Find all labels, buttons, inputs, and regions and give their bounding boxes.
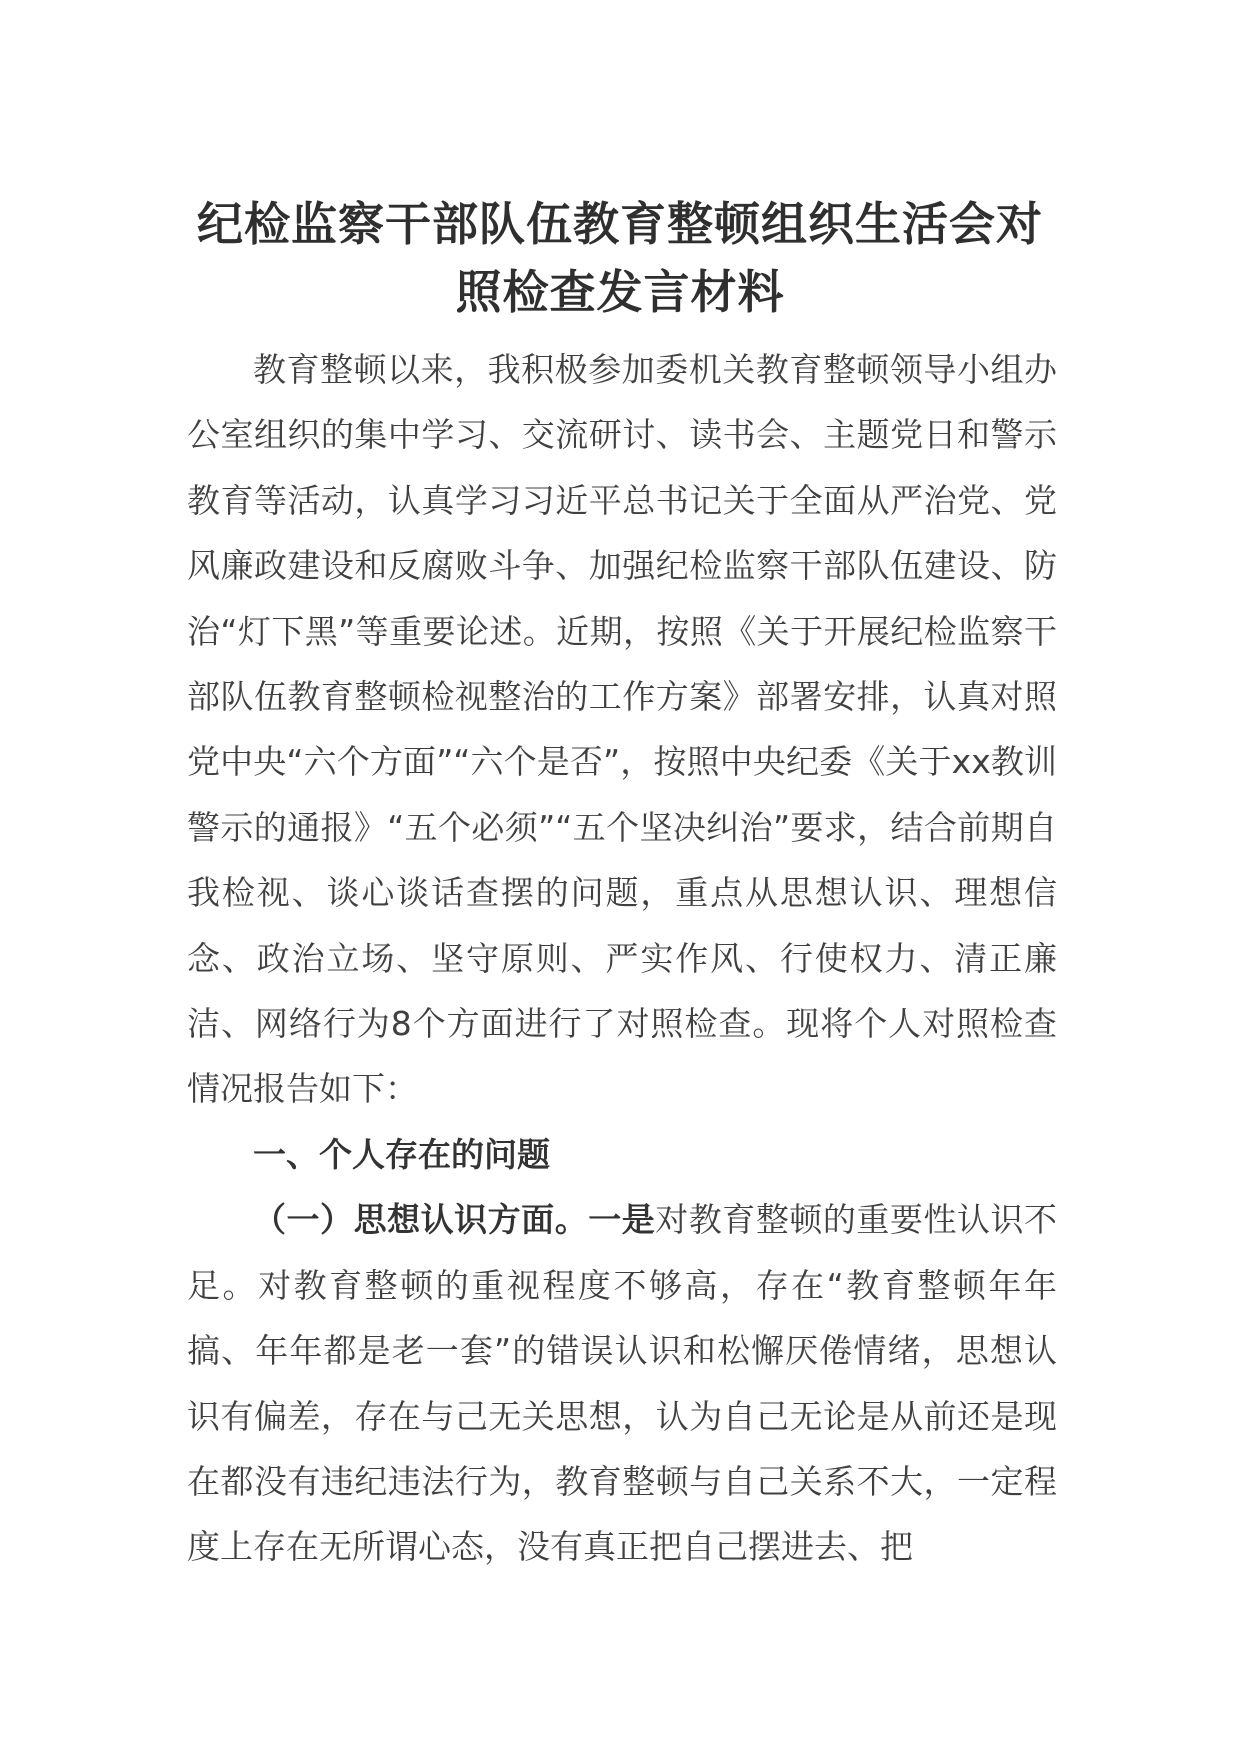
document-body: [187, 337, 1057, 1580]
subsection-text-thinking: 对教育整顿的重要性认识不足。对教育整顿的重视程度不够高，存在“教育整顿年年搞、年年都是老一套”的错误认识和松懈厌倦情绪，思想认识有偏差，存在与己无关思想，认为自己无论是从前还是现在都没有违纪违法行为，教育整顿与自己关系不大，一定程度上存在无所谓心态，没有真正把自己摆进去、把: [187, 1200, 1058, 1567]
subsection-heading-thinking: （一）思想认识方面。: [253, 1200, 589, 1240]
intro-paragraph: 教育整顿以来，我积极参加委机关教育整顿领导小组办公室组织的集中学习、交流研讨、读书会、主题党日和警示教育等活动，认真学习习近平总书记关于全面从严治党、党风廉政建设和反腐败斗争、加强纪检监察干部队伍建设、防治“灯下黑”等重要论述。近期，按照《关于开展纪检监察干部队伍教育整顿检视整治的工作方案》部署安排，认真对照党中央“六个方面”“六个是否”，按照中央纪委《关于xx教训警示的通报》“五个必须”“五个坚决纠治”要求，结合前期自我检视、谈心谈话查摆的问题，重点从思想认识、理想信念、政治立场、坚守原则、严实作风、行使权力、清正廉洁、网络行为8个方面进行了对照检查。现将个人对照检查情况报告如下：: [187, 350, 1057, 1109]
subsection-lead-first: 一是: [588, 1200, 656, 1240]
subsection-paragraph-thinking: [187, 1187, 1057, 1579]
document-title: 纪检监察干部队伍教育整顿组织生活会对照检查发言材料: [197, 197, 1043, 319]
section-heading-problems: 一、个人存在的问题: [253, 1134, 550, 1174]
